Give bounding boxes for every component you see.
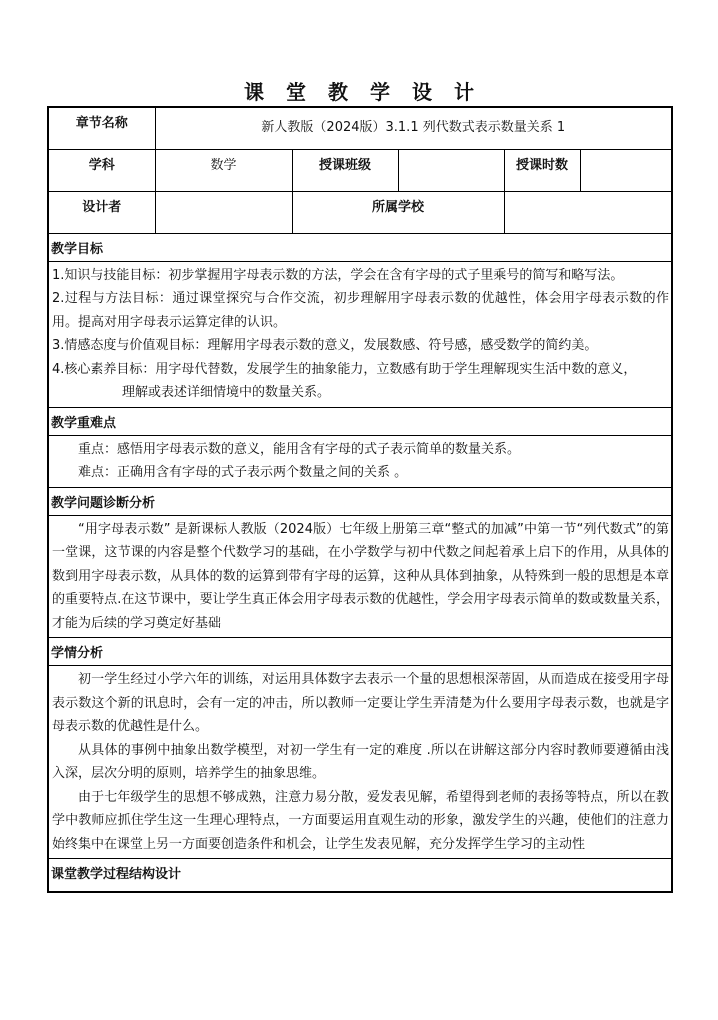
page-title: 课堂教学设计 — [244, 80, 496, 104]
designer-label: 设计者 — [48, 191, 155, 233]
subject-row — [48, 149, 672, 191]
hours-value — [580, 149, 672, 191]
diagnosis-heading-row — [48, 487, 672, 515]
keypoints-heading: 教学重难点 — [48, 407, 672, 435]
learner-paragraph-3: 由于七年级学生的思想不够成熟，注意力易分散，爱发表见解，希望得到老师的表扬等特点，所以在教学中教师应抓住学生这一生理心理特点，一方面要运用直观生动的形象，激发学生的兴趣，使他们的注意力始终集中在课堂上另一方面要创造条件和机会，让学生发表见解，充分发挥学生学习的主动性 — [52, 789, 670, 852]
learner-paragraph-2: 从具体的事例中抽象出数学模型，对初一学生有一定的难度 .所以在讲解这部分内容时教师要遵循由浅入深，层次分明的原则，培养学生的抽象思维。 — [52, 742, 670, 781]
diagnosis-heading: 教学问题诊断分析 — [48, 487, 672, 515]
designer-row — [48, 191, 672, 233]
goal-2: 2.过程与方法目标：通过课堂探究与合作交流，初步理解用字母表示数的优越性，体会用字母表示数的作用。提高对用字母表示运算定律的认识。 — [52, 291, 670, 330]
learner-paragraph-1: 初一学生经过小学六年的训练，对运用具体数字去表示一个量的思想根深蒂固，从而造成在接受用字母表示数这个新的讯息时，会有一定的冲击，所以教师一定要让学生弄清楚为什么要用字母表示数，也就是字母表示数的优越性是什么。 — [52, 672, 670, 734]
goals-row — [48, 261, 672, 407]
goals-content — [48, 261, 672, 407]
keypoints-heading-row — [48, 407, 672, 435]
class-value — [398, 149, 504, 191]
subject-label: 学科 — [48, 149, 155, 191]
school-label: 所属学校 — [292, 191, 504, 233]
learner-heading: 学情分析 — [48, 638, 672, 666]
goals-heading: 教学目标 — [48, 233, 672, 261]
chapter-value: 新人教版（2024版）3.1.1 列代数式表示数量关系 1 — [155, 107, 672, 149]
hours-label: 授课时数 — [504, 149, 580, 191]
subject-value: 数学 — [155, 149, 292, 191]
process-heading: 课堂教学过程结构设计 — [48, 859, 672, 893]
lesson-design-table — [47, 106, 673, 893]
key-point: 重点：感悟用字母表示数的意义，能用含有字母的式子表示简单的数量关系。 — [78, 441, 521, 457]
chapter-label: 章节名称 — [48, 107, 155, 149]
diagnosis-content — [48, 515, 672, 638]
goal-4: 4.核心素养目标：用字母代替数，发展学生的抽象能力，立数感有助于学生理解现实生活中数的意义， — [52, 361, 637, 377]
diagnosis-row — [48, 515, 672, 638]
school-value — [504, 191, 672, 233]
keypoints-content — [48, 435, 672, 487]
chapter-row — [48, 107, 672, 149]
learner-row — [48, 666, 672, 859]
goals-heading-row — [48, 233, 672, 261]
class-label: 授课班级 — [292, 149, 398, 191]
difficult-point: 难点：正确用含有字母的式子表示两个数量之间的关系 。 — [78, 465, 408, 480]
designer-value — [155, 191, 292, 233]
process-heading-row — [48, 859, 672, 893]
goal-1: 1.知识与技能目标：初步掌握用字母表示数的方法，学会在含有字母的式子里乘号的简写和略写法。 — [52, 267, 624, 283]
goal-3: 3.情感态度与价值观目标：理解用字母表示数的意义，发展数感、符号感，感受数学的简约美。 — [52, 338, 598, 353]
learner-content — [48, 666, 672, 859]
learner-heading-row — [48, 638, 672, 666]
keypoints-row — [48, 435, 672, 487]
diagnosis-text: “用字母表示数” 是新课标人教版（2024版）七年级上册第三章“整式的加减”中第一节“列代数式”的第一堂课，这节课的内容是整个代数学习的基础，在小学数学与初中代数之间起着承上启下的作用，从具体的数到用字母表示数，从具体的数的运算到带有字母的运算，这种从具体到抽象，从特殊到一般的思想是本章的重要特点.在这节课中，要让学生真正体会用字母表示数的优越性，学会用字母表示简单的数或数量关系，才能为后续的学习奠定好基础 — [52, 521, 670, 631]
goal-4-continued: 理解或表述详细情境中的数量关系。 — [122, 385, 331, 400]
